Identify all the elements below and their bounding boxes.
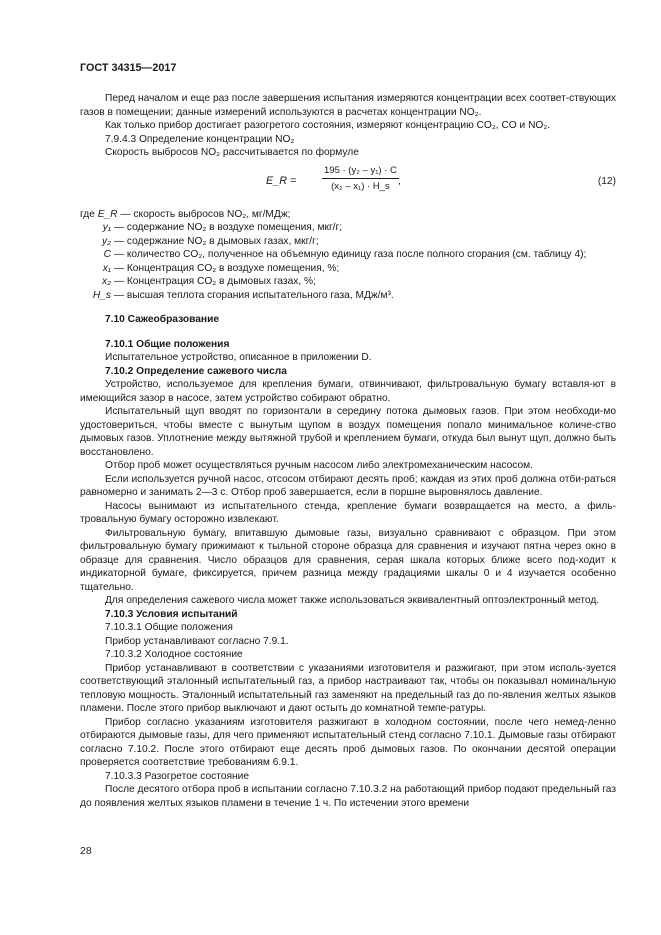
- standard-header: ГОСТ 34315—2017: [80, 62, 177, 74]
- formula-numerator: 195 · (y₂ – y₁) · C: [322, 164, 399, 180]
- formula-12: [80, 162, 616, 208]
- legend-symbol: H_s: [92, 289, 111, 301]
- legend-text: — Концентрация CO₂ в дымовых газах, %;: [113, 276, 316, 287]
- subsection-title: 7.10.3.3 Разогретое состояние: [105, 770, 249, 782]
- legend-where: где: [80, 208, 95, 220]
- subsection-title: 7.10.3 Условия испытаний: [105, 608, 238, 620]
- equation-number: (12): [597, 175, 616, 187]
- legend-symbol: y₁: [102, 222, 111, 233]
- paragraph: Скорость выбросов NO₂ рассчитывается по формуле: [105, 147, 359, 158]
- legend-item: [80, 221, 616, 235]
- paragraph: Прибор согласно указаниям изготовителя разжигают в холодном состоянии, после чего немед-ленно отбираются дымовые газы, для чего применяют испытательный стенд согласно 7.10.1. Дымовые газы отбирают согласно 7.10.2. После этого отбирают еще десять проб дымовых газов. По окончании десятой операции проверяется соответствие требованиям 6.9.1.: [80, 716, 616, 768]
- legend-text: — высшая теплота сгорания испытательного газа, МДж/м³.: [113, 289, 394, 301]
- paragraph: Фильтровальную бумагу, впитавшую дымовые газы, визуально сравнивают с образцом. При этом фильтровальную бумагу прижимают к тыльной стороне образца для сравнения и изучают пятна через окно в образце для сравнения. Число образцов для сравнения, серая шкала которых ближе всего под-ходит к индикаторной бумаге, фиксируется, причем разница между градациями шкалы 0 и 4 изучается особенно тщательно.: [80, 527, 616, 593]
- formula-comma: ,: [398, 175, 401, 187]
- legend-item: [80, 262, 616, 276]
- paragraph: Перед началом и еще раз после завершения испытания измеряются концентрации всех соответ-ствующих газов в помещении; данные измерений используются в расчетах концентрации NO₂.: [80, 93, 616, 118]
- formula-denominator: (x₂ – x₁) · H_s: [331, 181, 390, 192]
- legend-symbol: x₂: [102, 276, 111, 287]
- paragraph: Отбор проб может осуществляться ручным насосом либо электромеханическим насосом.: [105, 460, 533, 471]
- paragraph: Устройство, используемое для крепления бумаги, отвинчивают, фильтровальную бумагу вставля-ют в имеющийся зазор в насосе, затем устройство собирают обратно.: [80, 379, 616, 404]
- subsection-title: 7.10.2 Определение сажевого числа: [105, 365, 287, 377]
- legend-symbol: C: [103, 249, 111, 260]
- section-title: 7.10 Сажеобразование: [105, 314, 219, 325]
- legend-text: — Концентрация CO₂ в воздухе помещения, %;: [113, 262, 340, 274]
- legend-item: [80, 208, 616, 222]
- paragraph: Если используется ручной насос, отсосом отбирают десять проб; каждая из этих проб должна отби-раться равномерно и занимать 2—3 с. Отбор проб завершается, если в поршне выровнялось давление.: [80, 473, 616, 498]
- legend-item: [80, 248, 616, 262]
- legend-text: — количество CO₂, полученное на объемную единицу газа после полного сгорания (см. таблицу 4);: [113, 249, 587, 260]
- subsection-title: 7.9.4.3 Определение концентрации NO₂: [105, 133, 295, 145]
- legend-item: [80, 235, 616, 249]
- legend-symbol: y₂: [102, 235, 111, 247]
- legend-item: [80, 289, 616, 303]
- subsection-title: 7.10.3.1 Общие положения: [105, 622, 233, 633]
- paragraph: Испытательное устройство, описанное в приложении D.: [105, 352, 372, 363]
- formula-fraction: [322, 164, 399, 194]
- paragraph: После десятого отбора проб в испытании согласно 7.10.3.2 на работающий прибор подают предельный газ до появления желтых языков пламени в течение 1 ч. По истечении этого времени: [80, 784, 616, 809]
- paragraph: Насосы вынимают из испытательного стенда, крепление бумаги возвращается на место, а филь-тровальную бумагу осторожно извлекают.: [80, 500, 616, 525]
- symbol-legend: [80, 208, 616, 303]
- legend-symbol: x₁: [102, 262, 111, 274]
- paragraph: Испытательный щуп вводят по горизонтали в середину потока дымовых газов. При этом необходи-мо удостовериться, чтобы вместе с вынутым щупом в воздух помещения попало минимальное количе-ство дымовых газов. Уплотнение между вытяжной трубой и креплением бумаги, откуда был вынут щуп, должно быть восстановлено.: [80, 406, 616, 458]
- paragraph: Как только прибор достигает разогретого состояния, измеряют концентрацию CO₂, CO и NO₂.: [105, 120, 551, 131]
- legend-text: — скорость выбросов NO₂, мг/МДж;: [120, 208, 291, 220]
- formula-lhs: E_R =: [266, 174, 297, 187]
- legend-text: — содержание NO₂ в воздухе помещения, мкг/г;: [113, 222, 343, 233]
- subsection-title: 7.10.1 Общие положения: [105, 338, 230, 350]
- legend-item: [80, 275, 616, 289]
- document-body: [80, 92, 616, 810]
- paragraph: Прибор устанавливают согласно 7.9.1.: [105, 635, 289, 647]
- legend-symbol: E_R: [97, 208, 118, 220]
- paragraph: Прибор устанавливают в соответствии с указаниями изготовителя и разжигают, при этом исполь-зуется соответствующий эталонный испытательный газ, а прибор настраивают так, чтобы он показывал номинальную тепловую мощность. Эталонный испытательный газ заменяют на предельный газ до по-явления желтых языков пламени. После этого прибор выключают и дают остыть до комнатной темпе-ратуры.: [80, 662, 616, 714]
- page-number: 28: [80, 845, 92, 857]
- paragraph: Для определения сажевого числа может также использоваться эквивалентный оптоэлектронный метод.: [105, 595, 600, 606]
- legend-text: — содержание NO₂ в дымовых газах, мкг/г;: [113, 235, 319, 247]
- subsection-title: 7.10.3.2 Холодное состояние: [105, 649, 243, 660]
